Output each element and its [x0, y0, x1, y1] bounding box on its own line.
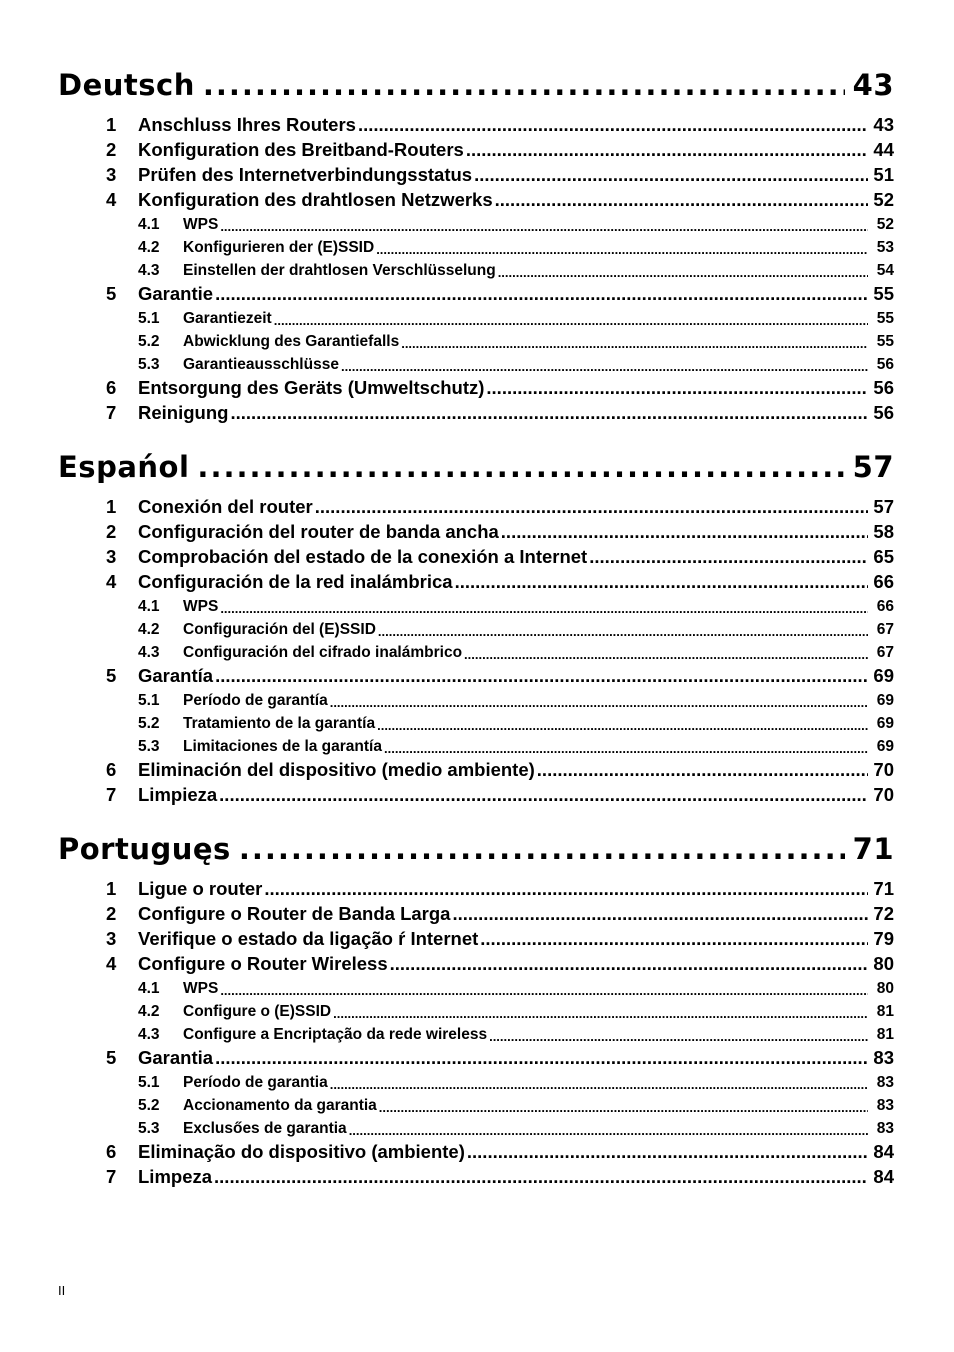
dot-leader [384, 741, 868, 756]
entry-number: 5.1 [138, 1074, 160, 1091]
toc-subentry[interactable] [58, 257, 894, 280]
toc-section-portugues [58, 832, 894, 1188]
entry-number: 4.1 [138, 216, 160, 233]
entry-title: Configure o (E)SSID [183, 1003, 332, 1020]
entry-title: WPS [183, 216, 219, 233]
dot-leader [464, 647, 868, 662]
toc-entry[interactable] [58, 662, 894, 687]
dot-leader [480, 928, 868, 950]
entry-title: Configure o Router de Banda Larga [138, 903, 451, 924]
entry-title: Configuración del (E)SSID [183, 621, 376, 638]
entry-title: Abwicklung des Garantiefalls [183, 333, 400, 350]
entry-page: 53 [876, 239, 894, 256]
entry-title: WPS [183, 598, 219, 615]
dot-leader [230, 402, 868, 424]
section-page: 71 [852, 832, 894, 866]
entry-page: 69 [873, 665, 894, 686]
dot-leader [215, 665, 868, 687]
toc-subentry[interactable] [58, 639, 894, 662]
entry-page: 56 [876, 356, 894, 373]
section-page: 57 [852, 450, 894, 484]
entry-page: 58 [873, 521, 894, 542]
entry-number: 4.2 [138, 621, 160, 638]
entry-page: 56 [873, 402, 894, 423]
dot-leader [274, 313, 868, 328]
entry-title: Limpeza [138, 1166, 213, 1187]
entry-title: Accionamento da garantia [183, 1097, 377, 1114]
toc-subentry[interactable] [58, 733, 894, 756]
toc-entry[interactable] [58, 568, 894, 593]
entry-page: 70 [873, 759, 894, 780]
entry-number: 4.1 [138, 598, 160, 615]
toc-subentry[interactable] [58, 328, 894, 351]
entry-title: Prüfen des Internetverbindungsstatus [138, 164, 473, 185]
entry-title: Configuración del router de banda ancha [138, 521, 499, 542]
entry-title: Período de garantia [183, 1074, 328, 1091]
entry-title: Conexión del router [138, 496, 313, 517]
dot-leader [486, 377, 868, 399]
entry-number: 2 [106, 903, 117, 924]
toc-entry[interactable] [58, 925, 894, 950]
dot-leader [498, 265, 868, 280]
toc-entry[interactable] [58, 493, 894, 518]
entry-number: 2 [106, 139, 117, 160]
entry-page: 69 [876, 692, 894, 709]
entry-page: 57 [873, 496, 894, 517]
dot-leader [220, 983, 868, 998]
toc-entry[interactable] [58, 900, 894, 925]
entry-page: 67 [876, 644, 894, 661]
toc-subentry[interactable] [58, 1115, 894, 1138]
dot-leader [589, 546, 868, 568]
toc-subentry[interactable] [58, 1021, 894, 1044]
toc-entry[interactable] [58, 186, 894, 211]
section-page: 43 [852, 68, 894, 102]
toc-entry[interactable] [58, 875, 894, 900]
entry-number: 5 [106, 283, 117, 304]
entry-page: 71 [873, 878, 894, 899]
entry-page: 80 [873, 953, 894, 974]
dot-leader [401, 336, 868, 351]
toc-subentry[interactable] [58, 234, 894, 257]
entry-title: Verifique o estado da ligação ŕ Internet [138, 928, 479, 949]
entry-page: 55 [876, 310, 894, 327]
entry-page: 79 [873, 928, 894, 949]
toc-entry[interactable] [58, 950, 894, 975]
dot-leader [358, 114, 868, 136]
entry-page: 84 [873, 1141, 894, 1162]
entry-title: Einstellen der drahtlosen Verschlüsselung [183, 262, 496, 279]
toc-entry[interactable] [58, 1163, 894, 1188]
toc-entry[interactable] [58, 399, 894, 424]
dot-leader [330, 695, 868, 710]
entry-number: 3 [106, 928, 117, 949]
entry-page: 83 [873, 1047, 894, 1068]
entry-title: Entsorgung des Geräts (Umweltschutz) [138, 377, 485, 398]
toc-subentry[interactable] [58, 975, 894, 998]
entry-number: 4.3 [138, 262, 160, 279]
toc-entry[interactable] [58, 374, 894, 399]
toc-entry[interactable] [58, 161, 894, 186]
dot-leader [378, 624, 868, 639]
entry-number: 5.1 [138, 310, 160, 327]
dot-leader [390, 953, 868, 975]
dot-leader [466, 139, 868, 161]
entry-title: Garantieausschlüsse [183, 356, 339, 373]
entry-page: 55 [873, 283, 894, 304]
entry-page: 65 [873, 546, 894, 567]
dot-leader [537, 759, 868, 781]
entry-number: 1 [106, 114, 117, 135]
toc-entries [58, 875, 894, 1188]
dot-leader [474, 164, 868, 186]
dot-leader [215, 283, 868, 305]
dot-leader [330, 1077, 868, 1092]
entry-number: 6 [106, 759, 117, 780]
entry-page: 43 [873, 114, 894, 135]
toc-subentry[interactable] [58, 211, 894, 234]
dot-leader [495, 189, 868, 211]
entry-number: 5.3 [138, 356, 160, 373]
entry-number: 5.3 [138, 1120, 160, 1137]
toc-entry[interactable] [58, 1044, 894, 1069]
entry-title: Limpieza [138, 784, 218, 805]
entry-number: 6 [106, 377, 117, 398]
entry-number: 7 [106, 402, 117, 423]
entry-title: Reinigung [138, 402, 229, 423]
toc-entry[interactable] [58, 136, 894, 161]
entry-number: 5.2 [138, 333, 160, 350]
entry-page: 55 [876, 333, 894, 350]
toc-subentry[interactable] [58, 998, 894, 1021]
entry-title: Konfiguration des drahtlosen Netzwerks [138, 189, 493, 210]
dot-leader [489, 1029, 868, 1044]
entry-number: 5.2 [138, 1097, 160, 1114]
section-heading[interactable] [58, 832, 894, 866]
dot-leader [501, 521, 868, 543]
dot-leader [455, 571, 868, 593]
toc-subentry[interactable] [58, 616, 894, 639]
entry-page: 52 [876, 216, 894, 233]
entry-number: 5.1 [138, 692, 160, 709]
entry-page: 84 [873, 1166, 894, 1187]
dot-leader [376, 242, 868, 257]
entry-title: Garantie [138, 283, 214, 304]
entry-page: 83 [876, 1097, 894, 1114]
entry-title: Tratamiento de la garantía [183, 715, 376, 732]
entry-number: 4.3 [138, 1026, 160, 1043]
entry-page: 83 [876, 1120, 894, 1137]
entry-number: 4.3 [138, 644, 160, 661]
section-title: Deutsch [58, 68, 195, 102]
entry-page: 66 [873, 571, 894, 592]
entry-title: Comprobación del estado de la conexión a Internet [138, 546, 588, 567]
entry-page: 69 [876, 715, 894, 732]
entry-number: 1 [106, 496, 117, 517]
toc-entry[interactable] [58, 543, 894, 568]
toc-entry[interactable] [58, 1138, 894, 1163]
entry-number: 4.1 [138, 980, 160, 997]
entry-number: 4.2 [138, 239, 160, 256]
entry-number: 6 [106, 1141, 117, 1162]
dot-leader [315, 496, 868, 518]
entry-number: 7 [106, 1166, 117, 1187]
entry-page: 54 [876, 262, 894, 279]
dot-leader [467, 1141, 868, 1163]
toc-entry[interactable] [58, 756, 894, 781]
entry-number: 3 [106, 546, 117, 567]
toc-entry[interactable] [58, 518, 894, 543]
entry-title: Garantia [138, 1047, 214, 1068]
dot-leader [341, 359, 868, 374]
entry-title: Garantiezeit [183, 310, 272, 327]
entry-number: 3 [106, 164, 117, 185]
entry-number: 7 [106, 784, 117, 805]
dot-leader [333, 1006, 868, 1021]
toc-subentry[interactable] [58, 305, 894, 328]
entry-number: 5.3 [138, 738, 160, 755]
toc-subentry[interactable] [58, 1092, 894, 1115]
dot-leader [214, 1166, 868, 1188]
dot-leader [197, 450, 844, 484]
entry-title: Garantía [138, 665, 214, 686]
dot-leader [220, 219, 868, 234]
entry-number: 5.2 [138, 715, 160, 732]
section-heading[interactable] [58, 68, 894, 102]
entry-title: Configuración del cifrado inalámbrico [183, 644, 463, 661]
toc-subentry[interactable] [58, 351, 894, 374]
entry-page: 70 [873, 784, 894, 805]
entry-page: 66 [876, 598, 894, 615]
dot-leader [349, 1123, 868, 1138]
dot-leader [452, 903, 868, 925]
entry-title: Configuración de la red inalámbrica [138, 571, 453, 592]
entry-title: Anschluss Ihres Routers [138, 114, 356, 135]
dot-leader [220, 601, 868, 616]
entry-number: 4 [106, 953, 117, 974]
entry-page: 81 [876, 1003, 894, 1020]
section-title: Espańol [58, 450, 190, 484]
entry-title: WPS [183, 980, 219, 997]
entry-page: 56 [873, 377, 894, 398]
toc-entry[interactable] [58, 781, 894, 806]
entry-number: 1 [106, 878, 117, 899]
entry-title: Período de garantía [183, 692, 328, 709]
entry-title: Limitaciones de la garantía [183, 738, 382, 755]
entry-page: 44 [873, 139, 894, 160]
section-title: Portuguęs [58, 832, 231, 866]
entry-page: 51 [873, 164, 894, 185]
entry-title: Eliminação do dispositivo (ambiente) [138, 1141, 465, 1162]
entry-page: 69 [876, 738, 894, 755]
entry-page: 80 [876, 980, 894, 997]
toc-subentry[interactable] [58, 687, 894, 710]
entry-title: Eliminación del dispositivo (medio ambiente) [138, 759, 535, 780]
entry-title: Ligue o router [138, 878, 263, 899]
entry-page: 83 [876, 1074, 894, 1091]
section-heading[interactable] [58, 450, 894, 484]
entry-title: Configure a Encriptação da rede wireless [183, 1026, 488, 1043]
toc-subentry[interactable] [58, 593, 894, 616]
dot-leader [219, 784, 868, 806]
toc-section-deutsch [58, 68, 894, 424]
entry-page: 81 [876, 1026, 894, 1043]
entry-title: Configure o Router Wireless [138, 953, 388, 974]
dot-leader [239, 832, 845, 866]
toc-entries [58, 493, 894, 806]
entry-title: Konfigurieren der (E)SSID [183, 239, 375, 256]
entry-number: 5 [106, 665, 117, 686]
dot-leader [377, 718, 868, 733]
dot-leader [264, 878, 868, 900]
entry-title: Exclusőes de garantia [183, 1120, 347, 1137]
dot-leader [215, 1047, 868, 1069]
toc-section-espanol [58, 450, 894, 806]
entry-page: 67 [876, 621, 894, 638]
toc-entry[interactable] [58, 280, 894, 305]
toc-subentry[interactable] [58, 1069, 894, 1092]
entry-page: 52 [873, 189, 894, 210]
dot-leader [203, 68, 845, 102]
entry-page: 72 [873, 903, 894, 924]
toc-entry[interactable] [58, 111, 894, 136]
entry-number: 4.2 [138, 1003, 160, 1020]
entry-number: 2 [106, 521, 117, 542]
entry-title: Konfiguration des Breitband-Routers [138, 139, 464, 160]
toc-subentry[interactable] [58, 710, 894, 733]
entry-number: 4 [106, 571, 117, 592]
entry-number: 5 [106, 1047, 117, 1068]
footer-page-number: II [58, 1283, 66, 1298]
entry-number: 4 [106, 189, 117, 210]
toc-entries [58, 111, 894, 424]
dot-leader [379, 1100, 868, 1115]
